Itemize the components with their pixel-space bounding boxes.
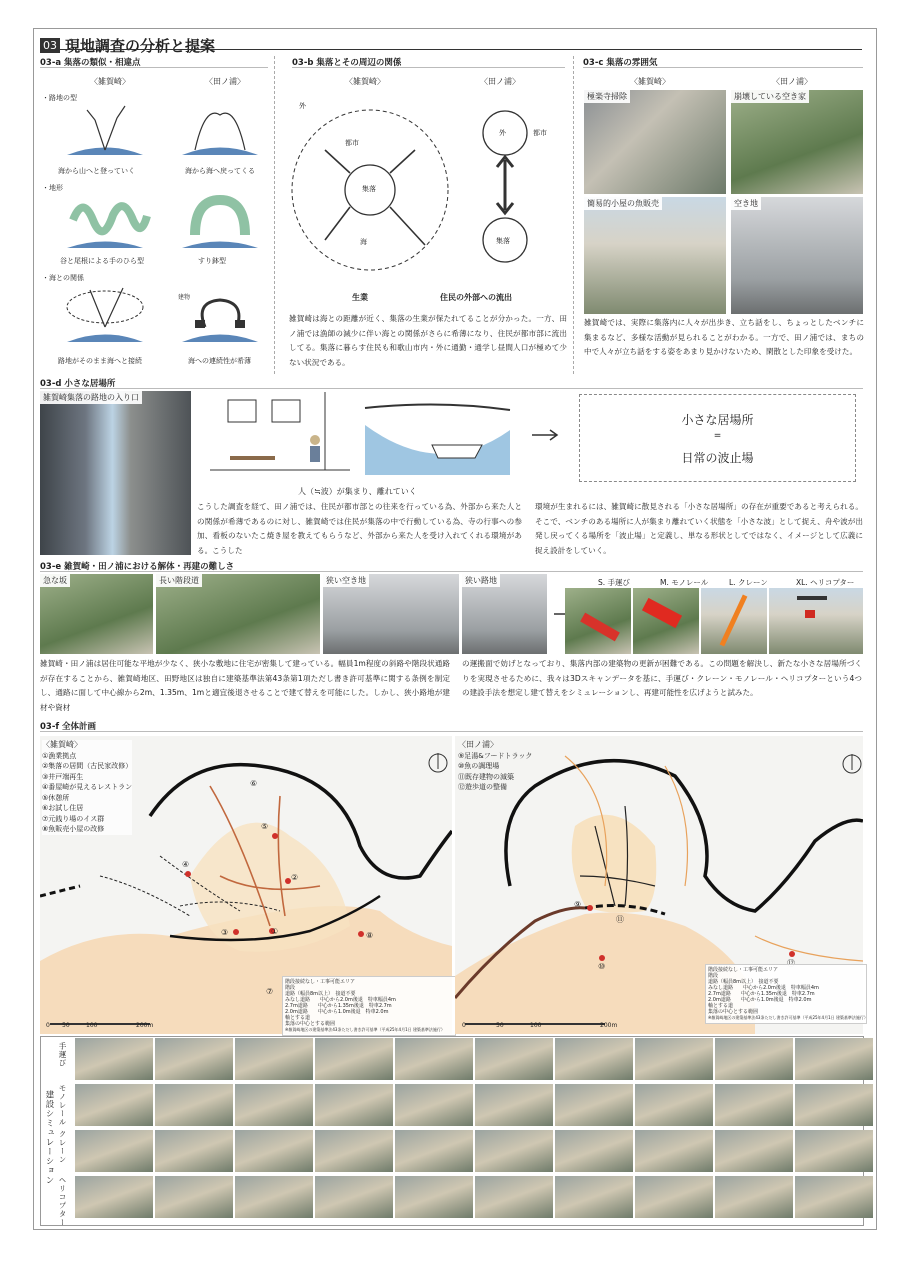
a-col-saikazaki: 〈雑賀崎〉: [90, 77, 130, 86]
c-col-saikazaki: 〈雑賀崎〉: [630, 77, 670, 86]
plan-item: ④番屋崎が見えるレストラン: [42, 783, 133, 791]
plan-item: ③井戸端再生: [42, 772, 84, 781]
red-mark-10: [599, 955, 605, 961]
photo-long-stairs: [156, 574, 320, 654]
map-mark-11: ⑪: [616, 915, 624, 924]
method-xl: XL. ヘリコプター: [796, 578, 855, 587]
building-block-left: [195, 320, 205, 328]
plan-item: ①漁業拠点: [42, 751, 77, 760]
photo-temple-cleaning-label: 極楽寺掃除: [584, 90, 630, 103]
key-row: 集落の中心とする範囲: [708, 1009, 759, 1015]
d-paragraph-2: 環境が生まれるには、雑賀崎に散見される「小さな居場所」の存在が重要であると考えられる。そこで、ベンチのある場所に人が集まり離れていく状態を「小さな波」として捉え、舟や波が出発し戻ってくる場所を「波止場」と定義し、単なる形状としてではなく、イメージとして広義に捉え設計をしていく。: [535, 502, 863, 555]
red-mark-4: [185, 871, 191, 877]
plan-item: ②集落の居間（古民家改修）: [42, 762, 133, 770]
scale-right-100: 100: [530, 1022, 542, 1029]
plan-item: ⑧魚販売小屋の改修: [42, 825, 105, 833]
terrain-cap-1: 谷と尾根による手のひら型: [60, 257, 144, 265]
right-map-title: 〈田ノ浦〉: [458, 740, 498, 749]
scale-left-50: 50: [62, 1022, 70, 1029]
d-paragraph-1: こうした調査を経て、田ノ浦では、住民が都市部との往来を行っている為、外部から来た人との関係が希薄であるのに対し、雑賀崎では住民が集落の中で行動している為、寺の行事への参加、看板のないたこ焼き屋を教えてもらうなど、外部から来た人を受け入れてくれる環境がある。こうした: [197, 502, 522, 555]
title-rule: [40, 49, 862, 50]
road-type-diagrams: [55, 100, 270, 165]
scale-left-0: 0: [46, 1022, 50, 1029]
photo-steep-slope-label: 急な坂: [40, 574, 70, 587]
section-number: 03: [40, 38, 60, 53]
photo-narrow-alley-label: 狭い路地: [462, 574, 500, 587]
section-d-rule: [40, 388, 863, 389]
sea-relation-label: ・海との関係: [42, 274, 84, 282]
right-map-legend: [458, 740, 532, 793]
pier-line: [365, 404, 510, 410]
photo-narrow-lot-label: 狭い空き地: [323, 574, 369, 587]
key-row: みなし道路 中心から2.0m後退 特車幅員4m: [708, 985, 819, 991]
terrain-cap-2: すり鉢型: [198, 257, 226, 265]
plan-item: ⑩魚の調理場: [458, 762, 500, 770]
scale-right-200: 200m: [600, 1022, 618, 1029]
label-sea: 海: [360, 238, 367, 246]
sketch-caption: 人（≒波）が集まり、離れていく: [298, 487, 417, 496]
photo-abandoned-house-label: 崩壊している空き家: [731, 90, 809, 103]
concept-line-2: 日常の波止場: [681, 451, 754, 465]
photo-alley-entrance-label: 雑賀崎集落の路地の入り口: [40, 391, 142, 404]
key-row: 階段: [285, 985, 296, 991]
window-left: [228, 400, 256, 422]
person-head: [310, 435, 320, 445]
photo-steep-slope: [40, 574, 153, 654]
section-b-title: 03-b 集落とその周辺の関係: [292, 58, 402, 68]
key-row: みなし道路 中心から2.0m後退 特車幅員4m: [285, 997, 396, 1003]
section-e-title: 03-e 雑賀崎・田ノ浦における解体・再建の難しさ: [40, 562, 235, 572]
method-l: L. クレーン: [729, 578, 768, 587]
section-c-rule: [583, 67, 863, 68]
key-row: 階段接続なし・工事可能エリア: [285, 979, 356, 985]
palm-terrain: [73, 206, 147, 231]
photo-vacant-lot: [731, 197, 863, 314]
map-mark-7: ⑦: [266, 987, 274, 996]
key-row: 2.0m道路 中心から1.0m後退 特車2.0m: [285, 1009, 389, 1015]
key-row: 階段: [708, 973, 719, 979]
section-b-rule: [292, 67, 565, 68]
sim-strip-monorail: [75, 1084, 873, 1126]
e-paragraph-2: の運搬面で妨げとなっており、集落内部の建築物の更新が困難である。この問題を解決し、新たな小さな居場所づくりを実現させるために、我々は3Dスキャンデータを基に、手運び・クレーン・モノレール・ヘリコプターという4つの建設手法を想定し建て替えをシミュレーションし、再建可能性を広げようと試みた。: [462, 659, 862, 697]
right-map-key: [705, 964, 867, 1024]
map-mark-10: ⑩: [598, 962, 606, 971]
concept-line-1: 小さな居場所: [681, 413, 754, 427]
road-cap-1: 海から山へと登っていく: [58, 167, 135, 175]
map-mark-4: ④: [182, 860, 190, 869]
photo-fish-stall-label: 簡易的小屋の魚販売: [584, 197, 662, 210]
north-arrow-left: [427, 752, 449, 774]
sim-row-label-crane: クレーン: [58, 1130, 67, 1164]
page-title: 現地調査の分析と提案: [65, 36, 216, 55]
plan-item: ⑪既存建物の減築: [458, 772, 514, 781]
photo-vacant-lot-label: 空き地: [731, 197, 761, 210]
terrain-sea-right: [182, 242, 258, 249]
left-map-key: [282, 976, 456, 1036]
b-col-tanoura: 〈田ノ浦〉: [480, 77, 520, 86]
sim-strip-crane: [75, 1130, 873, 1172]
main-road-right: [506, 761, 863, 911]
a-col-tanoura: 〈田ノ浦〉: [205, 77, 245, 86]
method-xl-image: [769, 588, 863, 654]
arrows-to-sea: [90, 288, 123, 327]
key-row: 集落の中心とする範囲: [285, 1021, 336, 1027]
photo-alley-entrance: [40, 391, 191, 555]
b-col-saikazaki: 〈雑賀崎〉: [345, 77, 385, 86]
method-m: M. モノレール: [660, 578, 709, 587]
map-mark-3: ③: [221, 928, 229, 937]
plan-item: ⑥お試し住居: [42, 804, 84, 812]
key-row: 道路（幅員8m以上） 接道不要: [285, 991, 356, 997]
person-body: [310, 446, 320, 462]
label-village-2: 集落: [496, 237, 510, 245]
terrain-label: ・地形: [42, 184, 63, 192]
section-d-title: 03-d 小さな居場所: [40, 379, 116, 389]
page-header: [40, 34, 215, 56]
photo-fish-stall: [584, 197, 726, 314]
scale-left-200: 200m: [136, 1022, 154, 1029]
map-mark-5: ⑤: [261, 822, 269, 831]
label-outside: 外: [299, 102, 306, 110]
sim-row-label-monorail: モノレール: [58, 1084, 67, 1127]
map-mark-6: ⑥: [250, 779, 258, 788]
bench-boat-sketch: [210, 390, 520, 490]
building-block-right: [235, 320, 245, 328]
photo-temple-cleaning: [584, 90, 726, 194]
section-e-rule: [40, 571, 863, 572]
terrain-sea-left: [67, 242, 143, 249]
branch-lines-left: [87, 106, 125, 150]
closed-arc: [202, 300, 239, 327]
photo-narrow-alley: [462, 574, 547, 654]
section-f-title: 03-f 全体計画: [40, 722, 97, 732]
divider-a-b: [274, 56, 275, 374]
divider-b-c: [573, 56, 574, 374]
key-note: ※雑賀崎地区の建築基準法43条ただし書き許可基準（平成25年4月1日 建築基準法施行）: [285, 1027, 445, 1032]
bench: [230, 456, 275, 460]
method-s-image: [565, 588, 631, 654]
sim-strip-heli: [75, 1176, 873, 1218]
sea-cap-1: 路地がそのまま海へと接続: [58, 357, 142, 365]
c-paragraph: 雑賀崎では、実際に集落内に人々が出歩き、立ち話をし、ちょっとしたベンチに集まるなど、多様な活動が見られることがわかる。一方で、田ノ浦では、まちの中で人々が立ち話をする姿をあまり見かけないため、閑散とした印象を受けた。: [584, 318, 864, 356]
key-row: 道路（幅員8m以上） 接道不要: [708, 979, 779, 985]
boat: [432, 445, 482, 458]
scale-right-0: 0: [462, 1022, 466, 1029]
left-map-legend: [42, 740, 132, 835]
red-mark-9: [587, 905, 593, 911]
c-col-tanoura: 〈田ノ浦〉: [772, 77, 812, 86]
sim-row-label-hand: 手運び: [58, 1042, 67, 1068]
outward-arrows: [325, 150, 425, 245]
e-paragraph-1: 雑賀崎・田ノ浦は居住可能な平地が少なく、狭小な敷地に住宅が密集して建っている。幅員1m程度の斜路や階段状通路が存在することから、雑賀崎地区、田野地区は独自に建築基準法第43条第1項ただし書き許可基準に関する条例を制定し、通路に面して中心線から2m、1.35m、1mと適宜後退させることで建て替えを可能にした。しかし、狭小路地が建材や資材: [40, 659, 450, 712]
label-city: 都市: [345, 139, 359, 147]
relation-diagrams: [285, 95, 570, 285]
b-caption-2: 住民の外部への流出: [440, 293, 512, 302]
sim-strip-hand: [75, 1038, 873, 1080]
red-mark-3: [233, 929, 239, 935]
b-caption-1: 生業: [352, 293, 368, 302]
sea-mound-right: [182, 148, 258, 156]
road-type-label: ・路地の型: [42, 94, 77, 102]
section-a-title: 03-a 集落の類似・相違点: [40, 58, 141, 68]
label-outside-2: 外: [499, 129, 506, 137]
sim-row-label-heli: ヘリコプター: [58, 1176, 67, 1227]
sea-relation-diagrams: [55, 282, 270, 352]
red-mark-5: [272, 833, 278, 839]
scale-left-100: 100: [86, 1022, 98, 1029]
key-row: 軸とする道: [285, 1015, 311, 1021]
photo-abandoned-house: [731, 90, 863, 194]
photo-long-stairs-label: 長い階段道: [156, 574, 202, 587]
scale-right-50: 50: [496, 1022, 504, 1029]
sea-cap-2: 海への連続性が希薄: [188, 357, 251, 365]
relation-sea-left: [67, 335, 143, 343]
section-a-rule: [40, 67, 268, 68]
method-m-image: [633, 588, 699, 654]
key-row: 階段接続なし・工事可能エリア: [708, 967, 779, 973]
bowl-terrain: [195, 200, 245, 235]
plan-item: ⑨足湯&フードトラック: [458, 751, 533, 760]
window-right: [272, 400, 300, 422]
plan-item: ⑤休憩所: [42, 793, 70, 802]
key-row: 2.7m道路 中心から1.35m後退 特車2.7m: [708, 991, 815, 997]
red-mark-8: [358, 931, 364, 937]
dashed-ellipse: [67, 291, 143, 323]
concept-box: [579, 394, 856, 482]
method-s: S. 手運び: [598, 578, 631, 587]
building-label: 建物: [178, 294, 191, 301]
map-mark-8: ⑧: [366, 931, 374, 940]
arrow-right-icon: [530, 428, 562, 442]
loop-line-right: [195, 113, 245, 150]
key-row: 2.7m道路 中心から1.35m後退 特車2.7m: [285, 1003, 392, 1009]
label-village: 集落: [362, 185, 376, 193]
section-c-title: 03-c 集落の雰囲気: [583, 58, 658, 68]
plan-item: ⑫遊歩道の整備: [458, 783, 507, 791]
map-mark-2: ②: [291, 873, 299, 882]
road-cap-2: 海から海へ戻ってくる: [185, 167, 255, 175]
method-l-image: [701, 588, 767, 654]
map-mark-9: ⑨: [574, 900, 582, 909]
terrain-diagrams: [55, 190, 270, 255]
village-area-right: [572, 815, 657, 913]
section-f-rule: [40, 731, 863, 732]
key-note: ※雑賀崎地区の建築基準法43条ただし書き許可基準（平成25年4月1日 建築基準法施行）: [708, 1015, 868, 1020]
concept-equals: =: [713, 431, 722, 441]
photo-narrow-lot: [323, 574, 459, 654]
map-mark-1: ①: [271, 927, 279, 936]
key-row: 2.0m道路 中心から1.0m後退 特車2.0m: [708, 997, 812, 1003]
red-mark-12: [789, 951, 795, 957]
relation-sea-right: [182, 335, 258, 343]
b-paragraph: 雑賀崎は海との距離が近く、集落の生業が保たれてることが分かった。一方、田ノ浦では漁師の減少に伴い海との関係がさらに希薄になり、住民が都市部に流出してる。集落に暮らす住民も和歌山市内・外に通勤・通学し昼間人口が極めて少ない状況である。: [289, 314, 567, 367]
key-row: 軸とする道: [708, 1003, 734, 1009]
label-city-2: 都市: [533, 129, 547, 137]
left-map-title: 〈雑賀崎〉: [42, 740, 82, 749]
simulation-side-label: 建設シミュレーション: [44, 1090, 54, 1185]
plan-item: ⑦元銭り場のイス群: [42, 814, 105, 823]
dashed-road-left: [40, 886, 80, 896]
